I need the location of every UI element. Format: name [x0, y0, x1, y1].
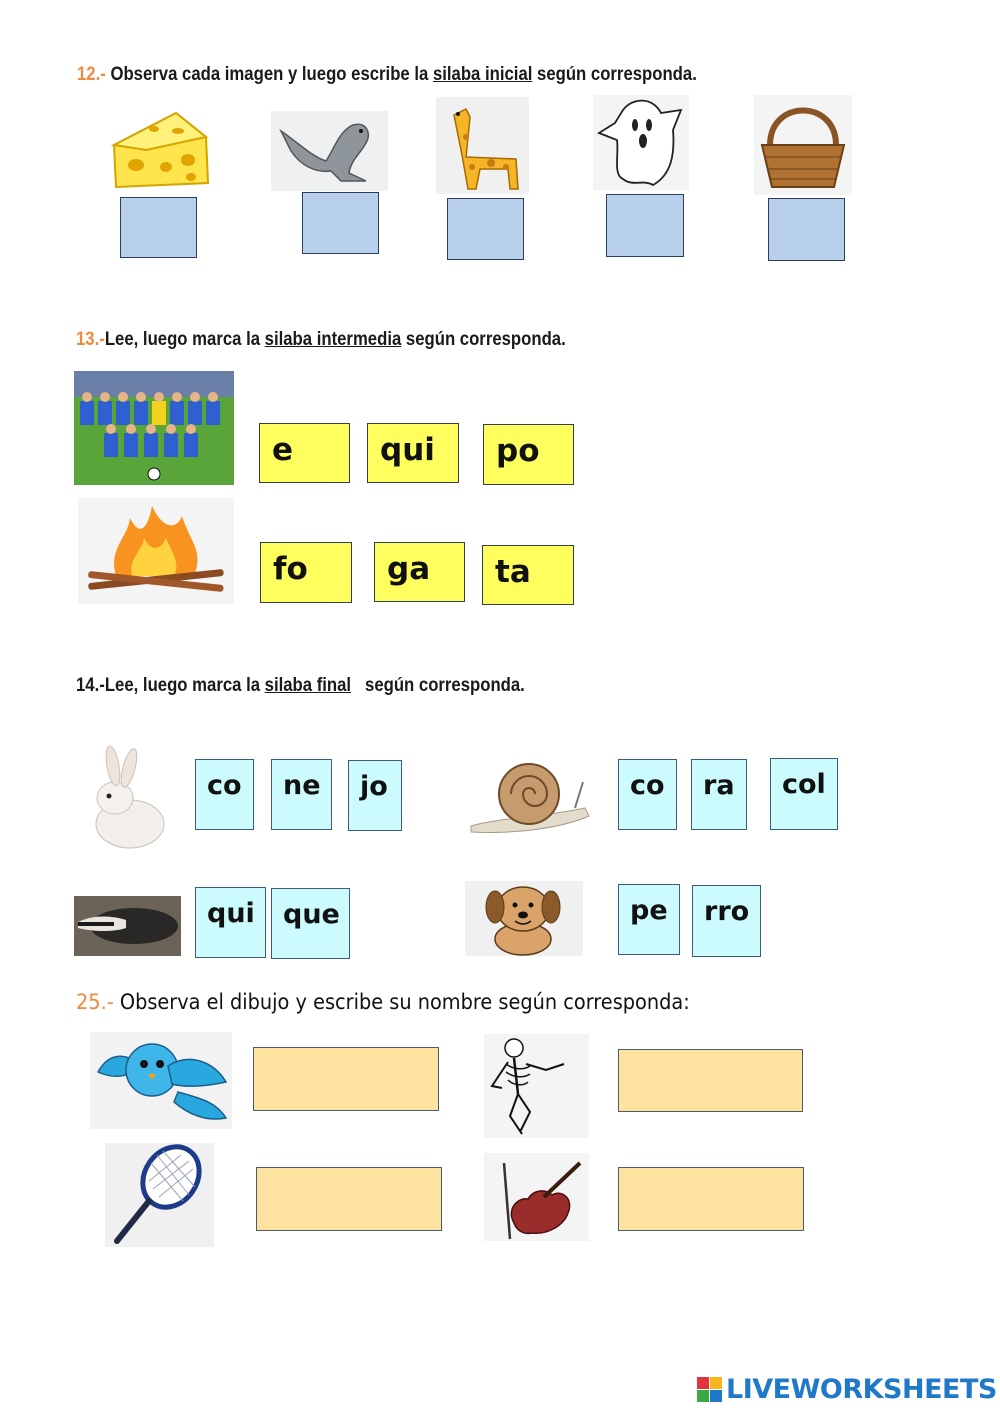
q13-instruction: 13.-Lee, luego marca la silaba intermedia según corresponda.	[76, 329, 566, 350]
answer-box-seal[interactable]	[302, 192, 379, 254]
q13-number: 13.-	[76, 329, 105, 350]
q14-number: 14.-	[76, 675, 105, 696]
soccer-team-photo	[74, 371, 234, 485]
badger-picture	[74, 896, 181, 956]
syllable-ta[interactable]: ta	[482, 545, 574, 605]
syllable-ra[interactable]: ra	[691, 759, 747, 830]
racket-picture	[105, 1143, 214, 1247]
syllable-qui[interactable]: qui	[367, 423, 459, 483]
snail-picture	[467, 756, 593, 838]
seal-picture	[271, 111, 388, 191]
syllable-ne[interactable]: ne	[271, 759, 332, 830]
cheese-picture	[106, 105, 215, 195]
answer-box-cheese[interactable]	[120, 197, 197, 258]
syllable-co-rabbit[interactable]: co	[195, 759, 254, 830]
q12-number: 12.-	[77, 64, 106, 85]
name-input-racket[interactable]	[256, 1167, 442, 1231]
q15-instruction: 25.- Observa el dibujo y escribe su nombre según corresponda:	[76, 990, 690, 1014]
basket-picture	[754, 95, 852, 195]
answer-box-ghost[interactable]	[606, 194, 684, 257]
bird-picture	[90, 1032, 232, 1129]
dog-picture	[465, 881, 583, 956]
rabbit-picture	[85, 746, 171, 852]
giraffe-picture	[436, 97, 529, 194]
campfire-picture	[78, 498, 234, 604]
q15-number: 25.-	[76, 990, 114, 1014]
skeleton-picture	[484, 1034, 589, 1138]
syllable-pe[interactable]: pe	[618, 884, 680, 955]
liveworksheets-logo-text: LIVEWORKSHEETS	[726, 1374, 997, 1405]
answer-box-giraffe[interactable]	[447, 198, 524, 260]
syllable-jo[interactable]: jo	[348, 760, 402, 831]
q14-instruction: 14.-Lee, luego marca la silaba final según corresponda.	[76, 675, 525, 696]
syllable-po[interactable]: po	[483, 424, 574, 485]
q12-instruction: 12.- Observa cada imagen y luego escribe la silaba inicial según corresponda.	[77, 64, 697, 85]
syllable-rro[interactable]: rro	[692, 885, 761, 957]
violin-picture	[484, 1153, 589, 1241]
syllable-co-snail[interactable]: co	[618, 759, 677, 830]
syllable-fo[interactable]: fo	[260, 542, 352, 603]
name-input-violin[interactable]	[618, 1167, 804, 1231]
syllable-qui[interactable]: qui	[195, 887, 266, 958]
syllable-ga[interactable]: ga	[374, 542, 465, 602]
syllable-e[interactable]: e	[259, 423, 350, 483]
syllable-que[interactable]: que	[271, 888, 350, 959]
ghost-picture	[593, 95, 689, 190]
answer-box-basket[interactable]	[768, 198, 845, 261]
syllable-col[interactable]: col	[770, 758, 838, 830]
liveworksheets-logo-mark	[697, 1377, 723, 1403]
name-input-bird[interactable]	[253, 1047, 439, 1111]
name-input-skeleton[interactable]	[618, 1049, 803, 1112]
